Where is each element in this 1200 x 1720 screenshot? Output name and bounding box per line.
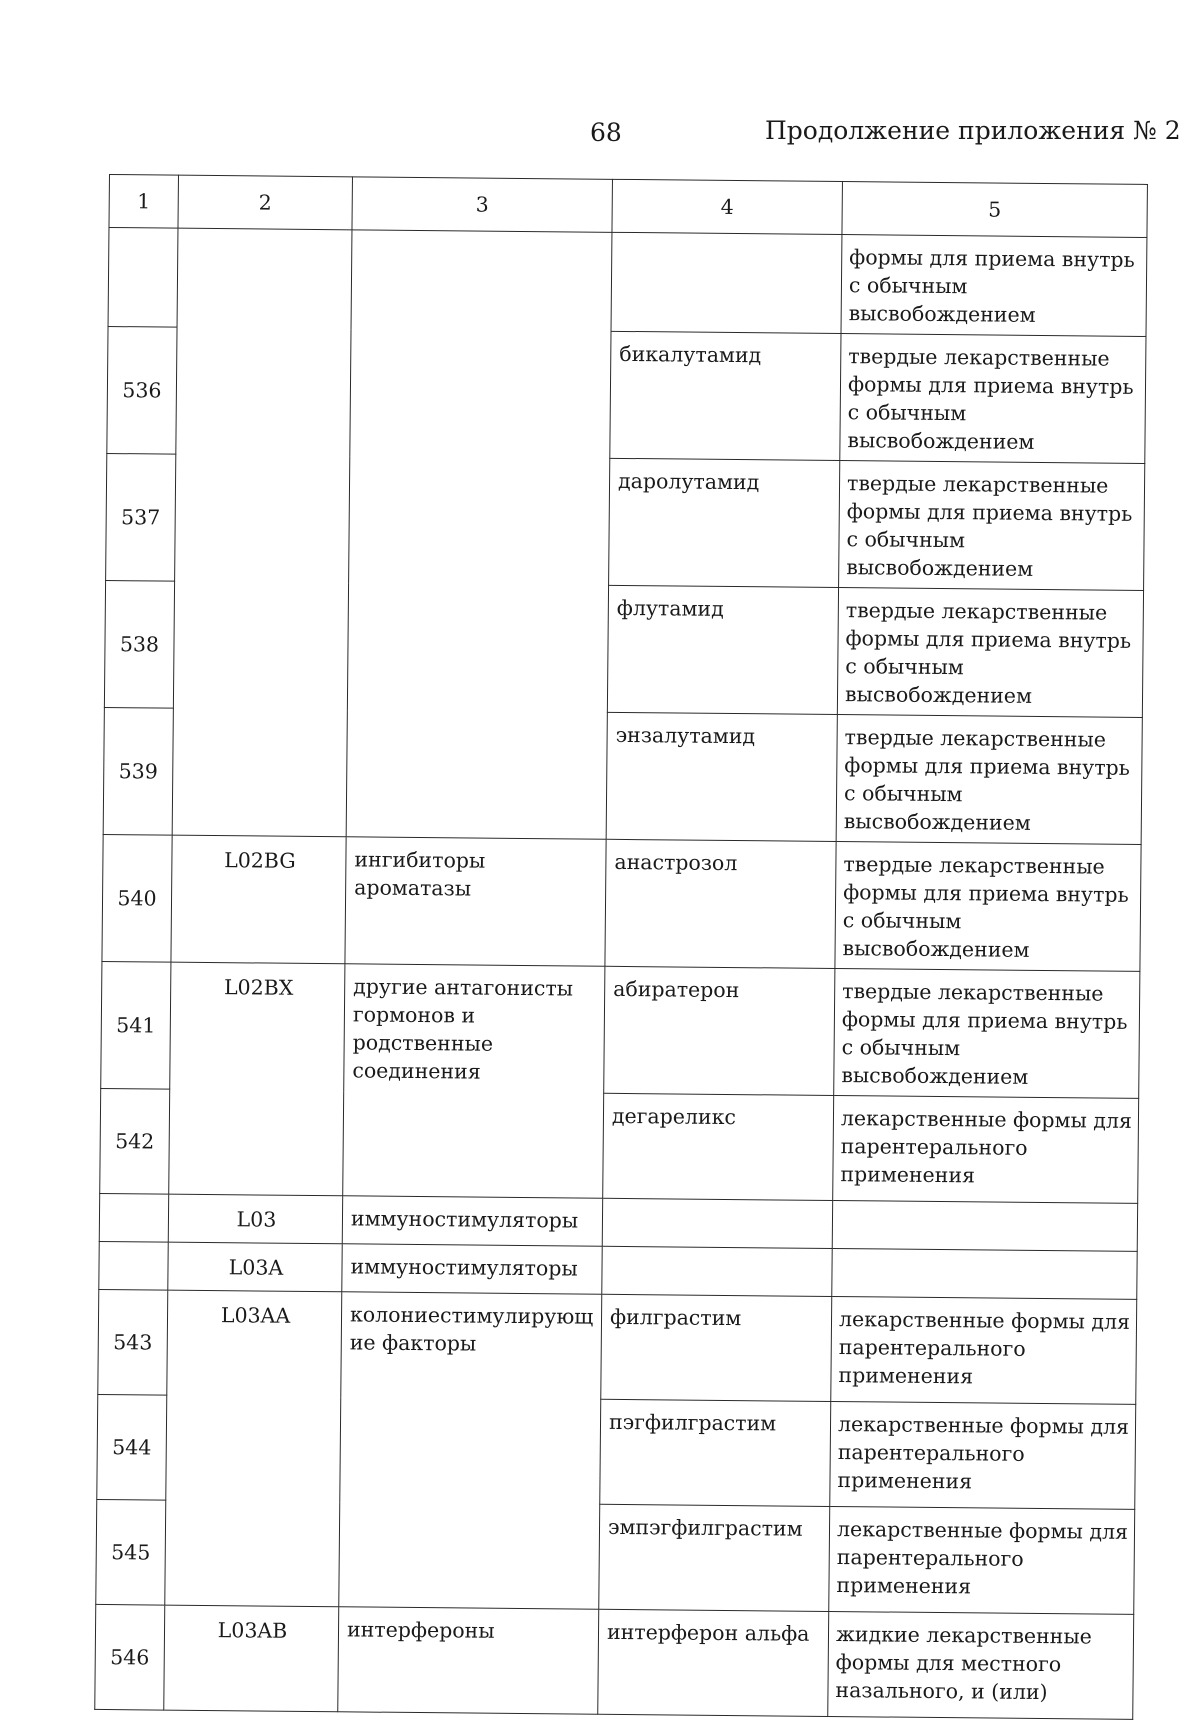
column-header: 5: [842, 182, 1147, 238]
row-number: 545: [96, 1499, 166, 1605]
table-row: [102, 834, 1141, 971]
dosage-form-cell: [832, 1248, 1137, 1299]
dosage-form: жидкие лекарственные формы для местного назального, и (или): [828, 1611, 1134, 1719]
row-number: 546: [95, 1604, 165, 1710]
continuation-heading: Продолжение приложения № 2: [765, 116, 1181, 145]
row-number: 539: [103, 707, 173, 835]
drug-name: абиратерон: [604, 966, 835, 1095]
atc-code: L03AA: [165, 1290, 342, 1607]
table-row: [101, 961, 1140, 1098]
atc-code-cell: [172, 228, 352, 837]
dosage-form: лекарственные формы для парентерального применения: [831, 1296, 1137, 1404]
page-number: 68: [590, 118, 622, 147]
drug-name: даролутамид: [609, 458, 840, 587]
row-number: 543: [98, 1289, 168, 1395]
drug-name-cell: [611, 232, 842, 333]
drug-table-container: [94, 174, 1147, 1720]
atc-code: L02BG: [171, 835, 346, 964]
column-header: 3: [352, 177, 612, 232]
row-number: 536: [107, 326, 177, 454]
group-name: колониестимулирующ ие факторы: [339, 1292, 602, 1609]
group-name: другие антагонисты гормонов и родственные соединения: [343, 964, 605, 1198]
column-header: 4: [612, 179, 842, 234]
drug-table: [94, 174, 1148, 1720]
dosage-form: формы для приема внутрь с обычным высвобождением: [841, 235, 1147, 337]
dosage-form: твердые лекарственные формы для приема внутрь с обычным высвобождением: [836, 715, 1142, 845]
dosage-form: твердые лекарственные формы для приема внутрь с обычным высвобождением: [834, 969, 1140, 1099]
group-name-cell: [346, 230, 612, 839]
dosage-form: лекарственные формы для парентерального применения: [830, 1401, 1136, 1509]
row-number: [108, 228, 178, 328]
group-name: ингибиторы ароматазы: [345, 837, 606, 966]
drug-name: дегареликс: [603, 1093, 834, 1200]
drug-name: бикалутамид: [610, 331, 841, 460]
dosage-form: твердые лекарственные формы для приема внутрь с обычным высвобождением: [835, 842, 1141, 972]
atc-code: L03A: [168, 1242, 342, 1292]
dosage-form: твердые лекарственные формы для приема внутрь с обычным высвобождением: [837, 588, 1143, 718]
row-number: [99, 1241, 168, 1290]
dosage-form: лекарственные формы для парентерального применения: [829, 1506, 1135, 1614]
row-number: 544: [97, 1394, 167, 1500]
column-header: 2: [178, 175, 353, 230]
table-row: [95, 1604, 1134, 1719]
drug-name: флутамид: [607, 585, 838, 714]
row-number: [99, 1193, 168, 1242]
dosage-form: твердые лекарственные формы для приема внутрь с обычным высвобождением: [840, 334, 1146, 464]
group-name: интерфероны: [338, 1607, 599, 1714]
row-number: 541: [101, 961, 171, 1089]
drug-name: интерферон альфа: [598, 1609, 829, 1716]
group-name: иммуностимуляторы: [342, 1244, 602, 1294]
table-row: [108, 228, 1147, 337]
drug-name-cell: [602, 1246, 832, 1296]
drug-name: эмпэгфилграстим: [599, 1504, 830, 1611]
table-row: [98, 1289, 1137, 1404]
drug-name-cell: [602, 1198, 832, 1248]
dosage-form: твердые лекарственные формы для приема внутрь с обычным высвобождением: [839, 461, 1145, 591]
drug-name: энзалутамид: [606, 712, 837, 841]
atc-code: L03: [168, 1194, 342, 1244]
atc-code: L02BX: [169, 962, 345, 1196]
row-number: 542: [100, 1088, 170, 1194]
drug-name: анастрозол: [605, 839, 836, 968]
drug-name: пэгфилграстим: [600, 1399, 831, 1506]
group-name: иммуностимуляторы: [342, 1196, 602, 1246]
dosage-form: лекарственные формы для парентерального применения: [833, 1095, 1139, 1203]
drug-name: филграстим: [601, 1294, 832, 1401]
dosage-form-cell: [832, 1200, 1137, 1251]
column-header: 1: [109, 175, 179, 229]
atc-code: L03AB: [164, 1605, 339, 1712]
row-number: 537: [106, 453, 176, 581]
row-number: 538: [104, 580, 174, 708]
row-number: 540: [102, 834, 172, 962]
